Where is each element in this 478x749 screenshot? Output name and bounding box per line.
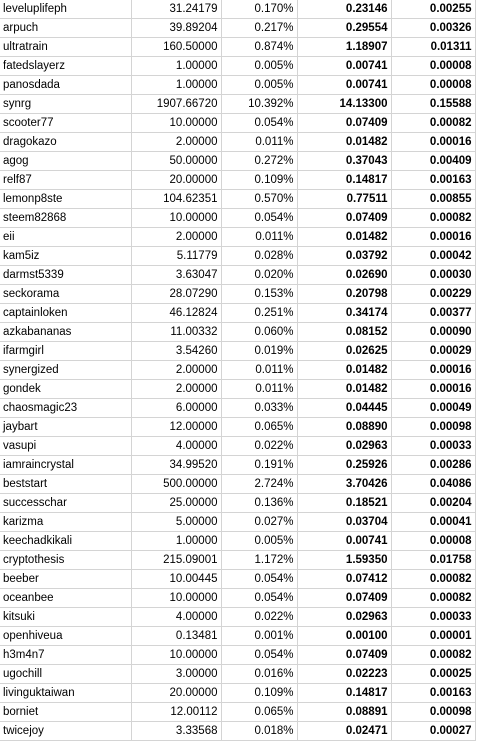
share-cell[interactable]: 0.01311 (391, 38, 475, 57)
username-cell[interactable]: relf87 (0, 171, 131, 190)
table-row (0, 418, 475, 437)
value-cell[interactable]: 0.14817 (297, 684, 391, 703)
share-cell[interactable]: 0.00033 (391, 608, 475, 627)
amount-cell[interactable]: 10.00000 (131, 646, 221, 665)
amount-cell[interactable]: 215.09001 (131, 551, 221, 570)
share-cell[interactable]: 0.00204 (391, 494, 475, 513)
table-row (0, 228, 475, 247)
table-row (0, 570, 475, 589)
value-cell[interactable]: 0.00741 (297, 76, 391, 95)
username-cell[interactable]: agog (0, 152, 131, 171)
amount-cell[interactable]: 1.00000 (131, 532, 221, 551)
username-cell[interactable]: fatedslayerz (0, 57, 131, 76)
username-cell[interactable]: borniet (0, 703, 131, 722)
table-row (0, 323, 475, 342)
percent-cell[interactable]: 0.191% (221, 456, 297, 475)
value-cell[interactable]: 0.02963 (297, 437, 391, 456)
share-cell[interactable]: 0.00082 (391, 114, 475, 133)
percent-cell[interactable]: 0.033% (221, 399, 297, 418)
table-row (0, 399, 475, 418)
table-row (0, 266, 475, 285)
percent-cell[interactable]: 0.011% (221, 133, 297, 152)
amount-cell[interactable]: 12.00112 (131, 703, 221, 722)
percent-cell[interactable]: 0.109% (221, 171, 297, 190)
value-cell[interactable]: 0.01482 (297, 361, 391, 380)
value-cell[interactable]: 0.02471 (297, 722, 391, 741)
table-row (0, 95, 475, 114)
table-row (0, 285, 475, 304)
percent-cell[interactable]: 2.724% (221, 475, 297, 494)
value-cell[interactable]: 0.02690 (297, 266, 391, 285)
amount-cell[interactable]: 34.99520 (131, 456, 221, 475)
percent-cell[interactable]: 0.251% (221, 304, 297, 323)
username-cell[interactable]: vasupi (0, 437, 131, 456)
value-cell[interactable]: 0.07409 (297, 209, 391, 228)
percent-cell[interactable]: 0.065% (221, 703, 297, 722)
amount-cell[interactable]: 3.54260 (131, 342, 221, 361)
percent-cell[interactable]: 0.272% (221, 152, 297, 171)
value-cell[interactable]: 0.07409 (297, 646, 391, 665)
amount-cell[interactable]: 1.00000 (131, 76, 221, 95)
username-cell[interactable]: ultratrain (0, 38, 131, 57)
percent-cell[interactable]: 0.170% (221, 0, 297, 19)
share-cell[interactable]: 0.00286 (391, 456, 475, 475)
amount-cell[interactable]: 39.89204 (131, 19, 221, 38)
share-cell[interactable]: 0.00255 (391, 0, 475, 19)
value-cell[interactable]: 0.01482 (297, 133, 391, 152)
amount-cell[interactable]: 2.00000 (131, 228, 221, 247)
percent-cell[interactable]: 1.172% (221, 551, 297, 570)
percent-cell[interactable]: 0.011% (221, 228, 297, 247)
username-cell[interactable]: arpuch (0, 19, 131, 38)
value-cell[interactable]: 0.25926 (297, 456, 391, 475)
username-cell[interactable]: synrg (0, 95, 131, 114)
amount-cell[interactable]: 500.00000 (131, 475, 221, 494)
table-row (0, 76, 475, 95)
amount-cell[interactable]: 2.00000 (131, 380, 221, 399)
value-cell[interactable]: 0.20798 (297, 285, 391, 304)
amount-cell[interactable]: 46.12824 (131, 304, 221, 323)
amount-cell[interactable]: 31.24179 (131, 0, 221, 19)
share-cell[interactable]: 0.00090 (391, 323, 475, 342)
value-cell[interactable]: 0.07409 (297, 114, 391, 133)
value-cell[interactable]: 0.08891 (297, 703, 391, 722)
table-row (0, 133, 475, 152)
amount-cell[interactable]: 20.00000 (131, 171, 221, 190)
username-cell[interactable]: kitsuki (0, 608, 131, 627)
percent-cell[interactable]: 0.054% (221, 646, 297, 665)
table-row (0, 494, 475, 513)
percent-cell[interactable]: 0.016% (221, 665, 297, 684)
percent-cell[interactable]: 0.019% (221, 342, 297, 361)
percent-cell[interactable]: 0.011% (221, 361, 297, 380)
share-cell[interactable]: 0.00029 (391, 342, 475, 361)
amount-cell[interactable]: 25.00000 (131, 494, 221, 513)
value-cell[interactable]: 0.02223 (297, 665, 391, 684)
username-cell[interactable]: keechadkikali (0, 532, 131, 551)
amount-cell[interactable]: 3.63047 (131, 266, 221, 285)
share-cell[interactable]: 0.00326 (391, 19, 475, 38)
username-cell[interactable]: lemonp8ste (0, 190, 131, 209)
percent-cell[interactable]: 0.054% (221, 209, 297, 228)
table-row (0, 513, 475, 532)
username-cell[interactable]: beeber (0, 570, 131, 589)
percent-cell[interactable]: 0.020% (221, 266, 297, 285)
share-cell[interactable]: 0.00016 (391, 380, 475, 399)
percent-cell[interactable]: 0.054% (221, 114, 297, 133)
username-cell[interactable]: dragokazo (0, 133, 131, 152)
percent-cell[interactable]: 0.874% (221, 38, 297, 57)
table-row (0, 38, 475, 57)
table-row (0, 437, 475, 456)
percent-cell[interactable]: 0.011% (221, 380, 297, 399)
value-cell[interactable]: 0.08890 (297, 418, 391, 437)
amount-cell[interactable]: 28.07290 (131, 285, 221, 304)
amount-cell[interactable]: 160.50000 (131, 38, 221, 57)
username-cell[interactable]: karizma (0, 513, 131, 532)
amount-cell[interactable]: 3.00000 (131, 665, 221, 684)
share-cell[interactable]: 0.00229 (391, 285, 475, 304)
percent-cell[interactable]: 0.027% (221, 513, 297, 532)
value-cell[interactable]: 0.14817 (297, 171, 391, 190)
table-row (0, 627, 475, 646)
username-cell[interactable]: jaybart (0, 418, 131, 437)
value-cell[interactable]: 0.29554 (297, 19, 391, 38)
amount-cell[interactable]: 5.00000 (131, 513, 221, 532)
amount-cell[interactable]: 10.00000 (131, 114, 221, 133)
table-row (0, 608, 475, 627)
table-row (0, 57, 475, 76)
username-cell[interactable]: twicejoy (0, 722, 131, 741)
table-row (0, 19, 475, 38)
username-cell[interactable]: scooter77 (0, 114, 131, 133)
username-cell[interactable]: captainloken (0, 304, 131, 323)
username-cell[interactable]: ifarmgirl (0, 342, 131, 361)
username-cell[interactable]: oceanbee (0, 589, 131, 608)
table-row (0, 190, 475, 209)
percent-cell[interactable]: 0.005% (221, 57, 297, 76)
username-cell[interactable]: seckorama (0, 285, 131, 304)
share-cell[interactable]: 0.00082 (391, 570, 475, 589)
percent-cell[interactable]: 0.065% (221, 418, 297, 437)
share-cell[interactable]: 0.00098 (391, 703, 475, 722)
percent-cell[interactable]: 0.060% (221, 323, 297, 342)
table-row (0, 722, 475, 741)
percent-cell[interactable]: 0.054% (221, 589, 297, 608)
value-cell[interactable]: 0.03704 (297, 513, 391, 532)
percent-cell[interactable]: 0.054% (221, 570, 297, 589)
amount-cell[interactable]: 4.00000 (131, 608, 221, 627)
amount-cell[interactable]: 104.62351 (131, 190, 221, 209)
value-cell[interactable]: 0.37043 (297, 152, 391, 171)
share-cell[interactable]: 0.00377 (391, 304, 475, 323)
share-cell[interactable]: 0.00033 (391, 437, 475, 456)
share-cell[interactable]: 0.15588 (391, 95, 475, 114)
username-cell[interactable]: kam5iz (0, 247, 131, 266)
table-row (0, 380, 475, 399)
table-row (0, 665, 475, 684)
amount-cell[interactable]: 4.00000 (131, 437, 221, 456)
username-cell[interactable]: synergized (0, 361, 131, 380)
share-cell[interactable]: 0.00027 (391, 722, 475, 741)
amount-cell[interactable]: 10.00445 (131, 570, 221, 589)
table-row (0, 171, 475, 190)
username-cell[interactable]: chaosmagic23 (0, 399, 131, 418)
username-cell[interactable]: azkabananas (0, 323, 131, 342)
table-row (0, 304, 475, 323)
amount-cell[interactable]: 6.00000 (131, 399, 221, 418)
username-cell[interactable]: beststart (0, 475, 131, 494)
amount-cell[interactable]: 10.00000 (131, 209, 221, 228)
table-row (0, 589, 475, 608)
percent-cell[interactable]: 0.001% (221, 627, 297, 646)
share-cell[interactable]: 0.00082 (391, 209, 475, 228)
username-cell[interactable]: eii (0, 228, 131, 247)
username-cell[interactable]: steem82868 (0, 209, 131, 228)
value-cell[interactable]: 14.13300 (297, 95, 391, 114)
table-row (0, 209, 475, 228)
share-cell[interactable]: 0.00025 (391, 665, 475, 684)
percent-cell[interactable]: 0.022% (221, 608, 297, 627)
share-cell[interactable]: 0.00098 (391, 418, 475, 437)
percent-cell[interactable]: 0.153% (221, 285, 297, 304)
share-cell[interactable]: 0.00016 (391, 228, 475, 247)
amount-cell[interactable]: 3.33568 (131, 722, 221, 741)
share-cell[interactable]: 0.00016 (391, 361, 475, 380)
share-cell[interactable]: 0.01758 (391, 551, 475, 570)
percent-cell[interactable]: 0.136% (221, 494, 297, 513)
username-cell[interactable]: successchar (0, 494, 131, 513)
percent-cell[interactable]: 10.392% (221, 95, 297, 114)
value-cell[interactable]: 0.00741 (297, 57, 391, 76)
username-cell[interactable]: livinguktaiwan (0, 684, 131, 703)
username-cell[interactable]: ugochill (0, 665, 131, 684)
table-row (0, 551, 475, 570)
amount-cell[interactable]: 2.00000 (131, 133, 221, 152)
share-cell[interactable]: 0.00008 (391, 532, 475, 551)
amount-cell[interactable]: 5.11779 (131, 247, 221, 266)
table-row (0, 152, 475, 171)
share-cell[interactable]: 0.00082 (391, 646, 475, 665)
value-cell[interactable]: 0.03792 (297, 247, 391, 266)
username-cell[interactable]: h3m4n7 (0, 646, 131, 665)
table-row (0, 0, 475, 19)
amount-cell[interactable]: 12.00000 (131, 418, 221, 437)
amount-cell[interactable]: 1.00000 (131, 57, 221, 76)
share-cell[interactable]: 0.00082 (391, 589, 475, 608)
amount-cell[interactable]: 1907.66720 (131, 95, 221, 114)
share-cell[interactable]: 0.00008 (391, 76, 475, 95)
share-cell[interactable]: 0.00163 (391, 684, 475, 703)
table-row (0, 361, 475, 380)
username-cell[interactable]: iamraincrystal (0, 456, 131, 475)
table-row (0, 475, 475, 494)
amount-cell[interactable]: 20.00000 (131, 684, 221, 703)
amount-cell[interactable]: 11.00332 (131, 323, 221, 342)
amount-cell[interactable]: 0.13481 (131, 627, 221, 646)
share-cell[interactable]: 0.00163 (391, 171, 475, 190)
username-cell[interactable]: gondek (0, 380, 131, 399)
table-row (0, 456, 475, 475)
table-row (0, 114, 475, 133)
share-cell[interactable]: 0.00855 (391, 190, 475, 209)
share-cell[interactable]: 0.00030 (391, 266, 475, 285)
value-cell[interactable]: 1.18907 (297, 38, 391, 57)
username-cell[interactable]: openhiveua (0, 627, 131, 646)
value-cell[interactable]: 0.00741 (297, 532, 391, 551)
share-cell[interactable]: 0.00001 (391, 627, 475, 646)
amount-cell[interactable]: 2.00000 (131, 361, 221, 380)
share-cell[interactable]: 0.00409 (391, 152, 475, 171)
value-cell[interactable]: 0.07409 (297, 589, 391, 608)
percent-cell[interactable]: 0.018% (221, 722, 297, 741)
percent-cell[interactable]: 0.005% (221, 532, 297, 551)
value-cell[interactable]: 0.00100 (297, 627, 391, 646)
percent-cell[interactable]: 0.022% (221, 437, 297, 456)
table-row (0, 247, 475, 266)
table-row (0, 532, 475, 551)
value-cell[interactable]: 0.01482 (297, 228, 391, 247)
percent-cell[interactable]: 0.109% (221, 684, 297, 703)
table-row (0, 646, 475, 665)
value-cell[interactable]: 0.34174 (297, 304, 391, 323)
amount-cell[interactable]: 50.00000 (131, 152, 221, 171)
value-cell[interactable]: 0.23146 (297, 0, 391, 19)
value-cell[interactable]: 0.07412 (297, 570, 391, 589)
value-cell[interactable]: 1.59350 (297, 551, 391, 570)
username-cell[interactable]: darmst5339 (0, 266, 131, 285)
share-cell[interactable]: 0.00008 (391, 57, 475, 76)
share-cell[interactable]: 0.00049 (391, 399, 475, 418)
share-cell[interactable]: 0.00041 (391, 513, 475, 532)
username-cell[interactable]: leveluplifeph (0, 0, 131, 19)
username-cell[interactable]: cryptothesis (0, 551, 131, 570)
table-row (0, 684, 475, 703)
table-row (0, 703, 475, 722)
value-cell[interactable]: 0.04445 (297, 399, 391, 418)
value-cell[interactable]: 0.18521 (297, 494, 391, 513)
username-cell[interactable]: panosdada (0, 76, 131, 95)
amount-cell[interactable]: 10.00000 (131, 589, 221, 608)
value-cell[interactable]: 0.01482 (297, 380, 391, 399)
share-cell[interactable]: 0.00042 (391, 247, 475, 266)
percent-cell[interactable]: 0.570% (221, 190, 297, 209)
value-cell[interactable]: 0.77511 (297, 190, 391, 209)
table-row (0, 342, 475, 361)
value-cell[interactable]: 0.08152 (297, 323, 391, 342)
percent-cell[interactable]: 0.217% (221, 19, 297, 38)
value-cell[interactable]: 3.70426 (297, 475, 391, 494)
value-cell[interactable]: 0.02625 (297, 342, 391, 361)
percent-cell[interactable]: 0.005% (221, 76, 297, 95)
value-cell[interactable]: 0.02963 (297, 608, 391, 627)
share-cell[interactable]: 0.04086 (391, 475, 475, 494)
share-cell[interactable]: 0.00016 (391, 133, 475, 152)
percent-cell[interactable]: 0.028% (221, 247, 297, 266)
